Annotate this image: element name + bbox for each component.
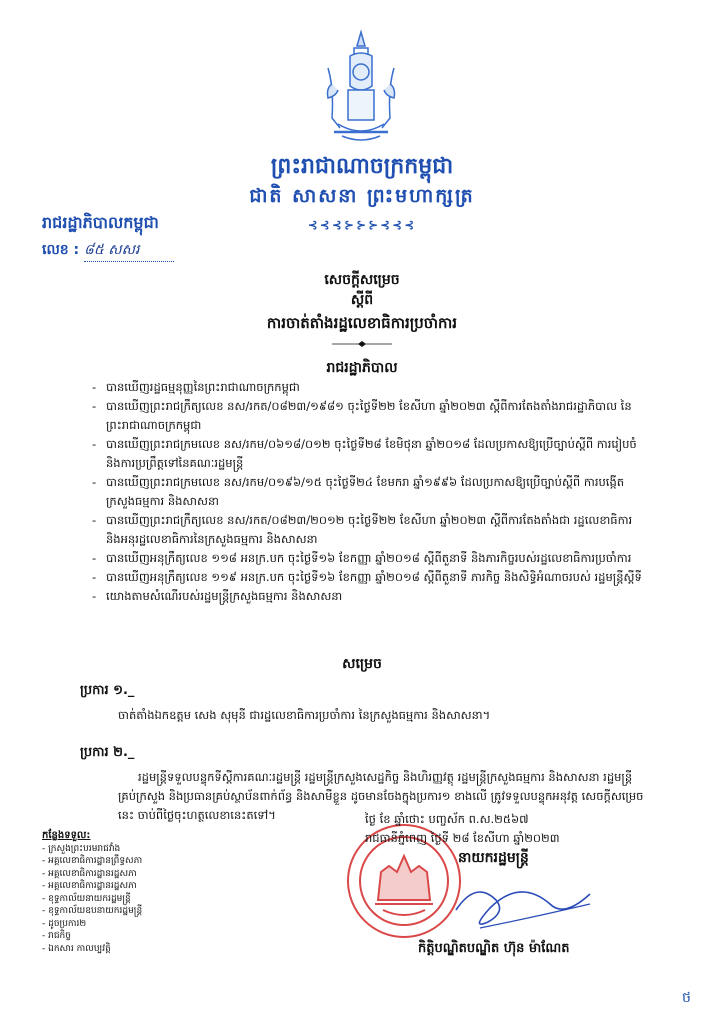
recipient-item: - ខុទ្ទកាល័យឧបនាយករដ្ឋមន្ត្រី: [42, 906, 143, 916]
reference-number: [42, 240, 174, 262]
recipients-block: [42, 830, 142, 955]
national-motto: ជាតិ សាសនា ព្រះមហាក្សត្រ: [249, 185, 475, 207]
recipient-item: - ដូចប្រការ២: [42, 918, 87, 929]
list-item: - បានឃើញព្រះរាជក្រមលេខ នស/រកម/០១៩៦/១៥ ចុះថ្ងៃទី២៤ ខែមករា ឆ្នាំ១៩៩៦ ដែលប្រកាសឱ្យប្រើច្បាប់ស្តីពី ការបង្កើតក្រសួងធម្មការ និងសាសនា: [92, 473, 652, 511]
date-block: [365, 810, 665, 848]
reference-value: ៨៥ សសរ: [84, 240, 174, 262]
recipient-item: - អគ្គលេខាធិការដ្ឋានព្រឹទ្ធសភា: [42, 856, 143, 866]
document-subject: ការចាត់តាំងរដ្ឋលេខាធិការប្រចាំការ: [266, 314, 458, 332]
recipient-item: - ក្រសួងព្រះបរមរាជវាំង: [42, 843, 121, 854]
royal-emblem: [318, 28, 404, 146]
list-item: - បានឃើញព្រះរាជក្រឹត្យលេខ នស/រកត/០៨២៣/១៩៨១ ចុះថ្ងៃទី២២ ខែសីហា ឆ្នាំ២០២៣ ស្តីពីការតែងតាំងរាជរដ្ឋាភិបាល នៃព្រះរាជាណាចក្រកម្ពុជា: [92, 397, 652, 435]
document-about: ស្តីពី: [350, 292, 374, 308]
government-heading: រាជរដ្ឋាភិបាល: [326, 360, 398, 376]
signatory-title: នាយករដ្ឋមន្ត្រី: [458, 850, 529, 866]
list-item: - បានឃើញអនុក្រឹត្យលេខ ១១៩ អនក្រ.បក ចុះថ្ងៃទី១៦ ខែកញ្ញា ឆ្នាំ២០១៨ ស្តីពីតួនាទី ភារកិច្ច និងសិទ្ធិអំណាចរបស់ រដ្ឋមន្ត្រីស្តីទី: [92, 568, 652, 587]
recipient-item: - រាជកិច្ច: [42, 931, 71, 941]
document-type: សេចក្តីសម្រេច: [324, 272, 400, 288]
recipient-item: - ឯកសារ កាលប្បវត្តិ: [42, 943, 111, 954]
reference-label: លេខ :: [42, 242, 85, 258]
signature: [450, 870, 610, 940]
signatory-name: កិត្តិបណ្ឌិតបណ្ឌិត ហ៊ុន ម៉ាណែត: [418, 941, 570, 956]
article-2-text: រដ្ឋមន្ត្រីទទួលបន្ទុកទីស្តីការគណៈរដ្ឋមន្ត្រី រដ្ឋមន្ត្រីក្រសួងសេដ្ឋកិច្ច និងហិរញ្ញវត្ថុ រដ្ឋមន្ត្រីក្រសួងធម្មការ និងសាសនា រដ្ឋមន្ត្រីគ្រប់ក្រសួង និងប្រធានគ្រប់ស្ថាប័នពាក់ព័ន្ធ និងសាមីខ្លួន ដូចមានចែងក្នុងប្រការ១ ខាងលើ ត្រូវទទួលបន្ទុកអនុវត្ត សេចក្តីសម្រេចនេះ ចាប់ពីថ្ងៃចុះហត្ថលេខានេះតទៅ។: [118, 770, 644, 822]
considerations-list: [92, 378, 652, 606]
list-item: - បានឃើញរដ្ឋធម្មនុញ្ញនៃព្រះរាជាណាចក្រកម្ពុជា: [92, 378, 652, 397]
ornament-divider: ⊰⊰⊰⊱⊱⊱⊰⊰⊰: [307, 218, 417, 232]
kingdom-title: ព្រះរាជាណាចក្រកម្ពុជា: [270, 154, 454, 179]
title-divider: [330, 340, 394, 348]
page-mark: ថ: [682, 990, 691, 1006]
article-1-label: ប្រការ ១._: [80, 683, 135, 698]
list-item: - បានឃើញព្រះរាជក្រមលេខ នស/រកម/០៦១៨/០១២ ចុះថ្ងៃទី២៨ ខែមិថុនា ឆ្នាំ២០១៨ ដែលប្រកាសឱ្យប្រើច្បាប់ស្តីពី ការរៀបចំ និងការប្រព្រឹត្តទៅនៃគណៈរដ្ឋមន្ត្រី: [92, 435, 652, 473]
lunar-date: ថ្ងៃ ខែ ឆ្នាំថោះ បញ្ចស័ក ព.ស.២៥៦៧: [365, 812, 529, 826]
government-name: រាជរដ្ឋាភិបាលកម្ពុជា: [42, 213, 159, 232]
recipient-item: - ខុទ្ទកាល័យនាយករដ្ឋមន្ត្រី: [42, 893, 131, 904]
recipient-item: - អគ្គលេខាធិការដ្ឋានរដ្ឋសភា: [42, 868, 137, 879]
list-item: - បានឃើញអនុក្រឹត្យលេខ ១១៨ អនក្រ.បក ចុះថ្ងៃទី១៦ ខែកញ្ញា ឆ្នាំ២០១៨ ស្តីពីតួនាទី និងភារកិច្ចរបស់រដ្ឋលេខាធិការប្រចាំការ: [92, 549, 652, 568]
gregorian-date: រាជធានីភ្នំពេញ ថ្ងៃទី ២៨ ខែសីហា ឆ្នាំ២០២៣: [365, 831, 560, 845]
article-1-text: ចាត់តាំងឯកឧត្តម សេង សុមុនី ជារដ្ឋលេខាធិការប្រចាំការ នៃក្រសួងធម្មការ និងសាសនា។: [118, 708, 491, 722]
list-item: - យោងតាមសំណើរបស់រដ្ឋមន្ត្រីក្រសួងធម្មការ និងសាសនា: [92, 587, 652, 606]
recipient-item: - អគ្គលេខាធិការដ្ឋានរដ្ឋសភា: [42, 881, 137, 891]
decision-heading: សម្រេច: [342, 656, 382, 672]
list-item: - បានឃើញព្រះរាជក្រឹត្យលេខ នស/រកត/០៨២៣/២០១២ ចុះថ្ងៃទី២២ ខែសីហា ឆ្នាំ២០២៣ ស្តីពីការតែងតាំងជា រដ្ឋលេខាធិការ និងអនុរដ្ឋលេខាធិការនៃក្រសួងធម្មការ និងសាសនា: [92, 511, 652, 549]
article-2-label: ប្រការ ២._: [80, 745, 135, 760]
recipients-heading: កន្លែងទទួល:: [42, 830, 91, 841]
